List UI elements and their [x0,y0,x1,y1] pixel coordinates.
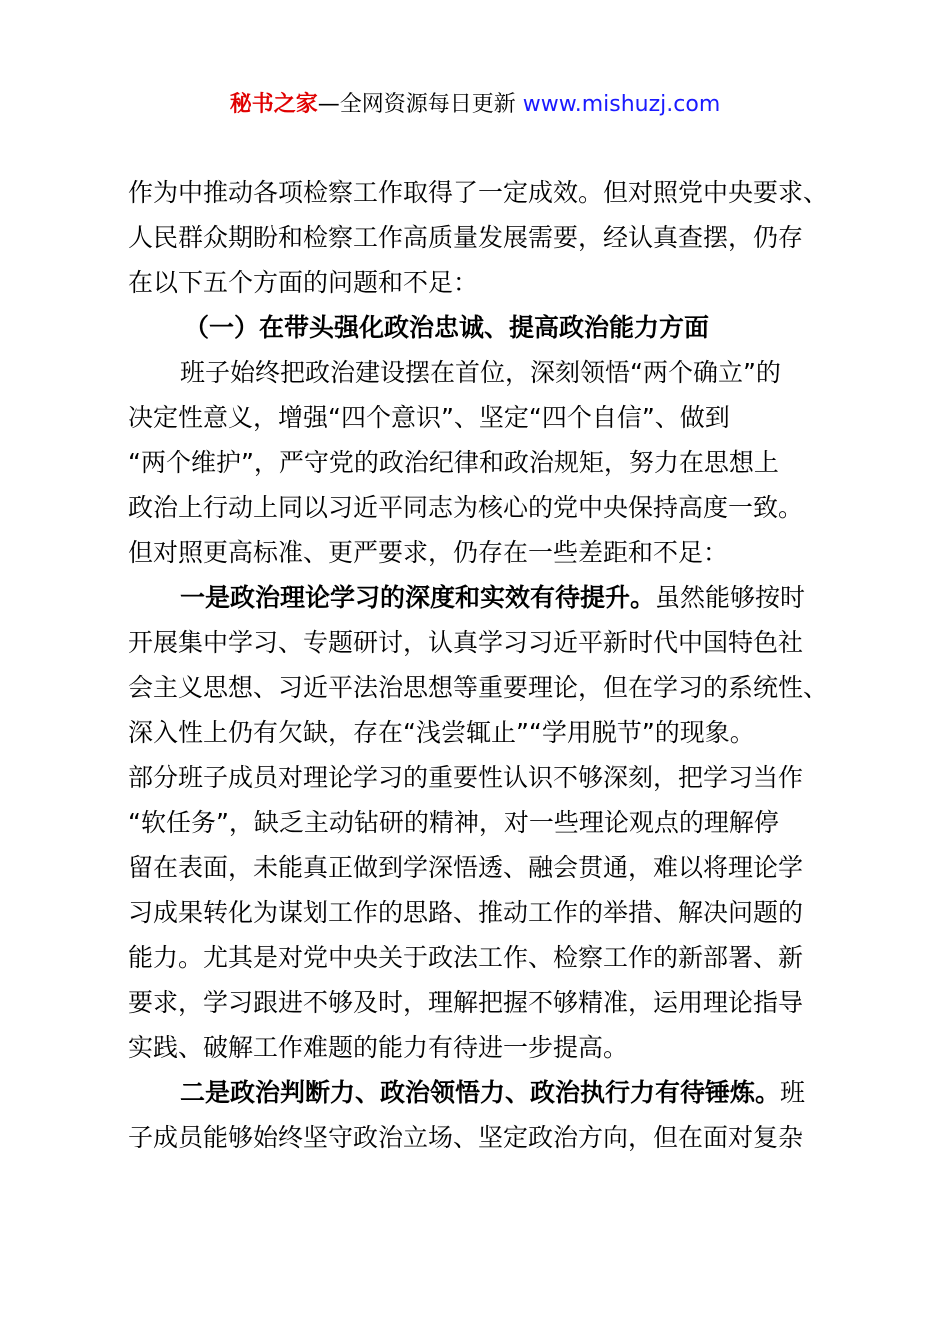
line-text: 能力。尤其是对党中央关于政法工作、检察工作的新部署、新 [128,943,804,972]
paragraph-line [128,170,838,215]
paragraph-line [128,980,838,1025]
header-url-link[interactable]: www.mishuzj.com [522,92,721,117]
paragraph-line [128,665,838,710]
paragraph-line [128,485,838,530]
line-text: 会主义思想、习近平法治思想等重要理论，但在学习的系统性、 [128,673,829,702]
section-heading [128,305,838,350]
paragraph-line [128,845,838,890]
line-text: 实践、破解工作难题的能力有待进一步提高。 [128,1033,629,1062]
line-text: 班子始终把政治建设摆在首位，深刻领悟“两个确立”的 [180,358,781,387]
page-header [0,88,950,122]
line-text: 班 [780,1078,806,1107]
paragraph-line [128,935,838,980]
paragraph-line [128,755,838,800]
paragraph-line [128,575,838,620]
paragraph-line [128,440,838,485]
line-text: 政治上行动上同以习近平同志为核心的党中央保持高度一致。 [128,493,804,522]
bold-lead-text: 一是政治理论学习的深度和实效有待提升。 [180,583,656,612]
line-text: “软任务”，缺乏主动钻研的精神，对一些理论观点的理解停 [128,808,779,837]
paragraph-line [128,1115,838,1160]
line-text: 作为中推动各项检察工作取得了一定成效。但对照党中央要求、 [128,178,829,207]
paragraph-line [128,215,838,260]
paragraph-line [128,395,838,440]
document-body [128,170,838,1160]
line-text: 但对照更高标准、更严要求，仍存在一些差距和不足： [128,538,729,567]
paragraph-line [128,710,838,755]
line-text: 决定性意义，增强“四个意识”、坚定“四个自信”、做到 [128,403,730,432]
line-text: 习成果转化为谋划工作的思路、推动工作的举措、解决问题的 [128,898,804,927]
line-text: 在以下五个方面的问题和不足： [128,268,479,297]
line-text: “两个维护”，严守党的政治纪律和政治规矩，努力在思想上 [128,448,779,477]
line-text: 留在表面，未能真正做到学深悟透、融会贯通，难以将理论学 [128,853,804,882]
line-text: 深入性上仍有欠缺，存在“浅尝辄止”“学用脱节”的现象。 [128,718,755,747]
paragraph-line [128,800,838,845]
header-brand: 秘书之家 [229,92,318,117]
paragraph-line [128,890,838,935]
bold-lead-text: 二是政治判断力、政治领悟力、政治执行力有待锤炼。 [180,1078,781,1107]
paragraph-line [128,350,838,395]
header-tagline: —全网资源每日更新 [317,92,523,117]
line-text: 部分班子成员对理论学习的重要性认识不够深刻，把学习当作 [128,763,804,792]
line-text: 要求，学习跟进不够及时，理解把握不够精准，运用理论指导 [128,988,804,1017]
paragraph-line [128,260,838,305]
paragraph-line [128,1070,838,1115]
paragraph-line [128,1025,838,1070]
line-text: 虽然能够按时 [655,583,806,612]
paragraph-line [128,530,838,575]
line-text: 人民群众期盼和检察工作高质量发展需要，经认真查摆，仍存 [128,223,804,252]
paragraph-line [128,620,838,665]
line-text: 子成员能够始终坚守政治立场、坚定政治方向，但在面对复杂 [128,1123,804,1152]
line-text: 开展集中学习、专题研讨，认真学习习近平新时代中国特色社 [128,628,804,657]
heading-text: （一）在带头强化政治忠诚、提高政治能力方面 [184,313,710,342]
